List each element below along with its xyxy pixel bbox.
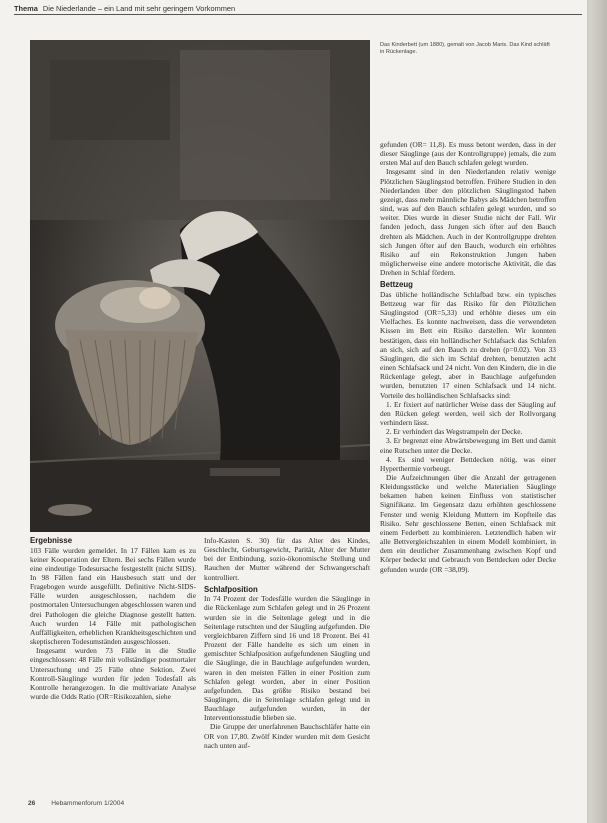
- list-item: 4. Es sind weniger Bettdecken nötig, was einer Hyperthermie vorbeugt.: [380, 454, 556, 473]
- publication-name: Hebammenforum 1/2004: [51, 800, 125, 807]
- heading-schlafposition: Schlafposition: [204, 584, 258, 594]
- heading-ergebnisse: Ergebnisse: [30, 536, 73, 545]
- paragraph: Insgesamt wurden 73 Fälle in die Studie eingeschlossen: 48 Fälle mit vollständiger postmortaler Untersuchung und 25 Fälle ohne Sektion. Zwei Kontroll-Säuglinge wurden für jeden Todesfall als Kontrolle herangezogen. In die multivariate Analyse wurde die Odds Ratio (OR=Risikozahlen, siehe: [30, 646, 196, 701]
- paragraph: 103 Fälle wurden gemeldet. In 17 Fällen kam es zu keiner Kooperation der Eltern. Bei sechs Fällen wurde eine eindeutige Todesursache festgestellt (nicht SIDS). In 98 Fällen fand ein Hausbesuch statt und der Fragebogen wurde ausgefüllt. Definitive Nicht-SIDS-Fälle wurden ausgeschlossen, nachdem die postmortalen Untersuchungen abgeschlossen waren und drei Pathologen die gleiche Diagnose gestellt hatten. Auch wurden 14 Fälle mit pathologischen Auffälligkeiten, erheblichen Krankheitsgeschichten und skeptischeren Todesumständen ausgeschlossen.: [30, 545, 196, 647]
- page-gutter-line: [587, 0, 589, 823]
- page-footer: [28, 800, 124, 807]
- list-item: 3. Er begrenzt eine Abwärtsbewegung im Bett und damit eine Rutschen unter die Decke.: [380, 436, 556, 455]
- header-title: Die Niederlande – ein Land mit sehr geringem Vorkommen: [42, 4, 236, 13]
- paragraph: gefunden (OR= 11,8). Es muss betont werden, dass in der dieser Säuglinge (aus der Kontrollgruppe) jemals, die zum ersten Mal auf den Bauch schlafen gelegt wurden.: [380, 140, 556, 168]
- heading-bettzeug: Bettzeug: [380, 280, 413, 290]
- list-item: 1. Er fixiert auf natürlicher Weise dass der Säugling auf den Rücken gelegt werden, weil sich der Rollvorgang verhindern lässt.: [380, 399, 556, 428]
- paragraph: In 74 Prozent der Todesfälle wurden die Säuglinge in die Rückenlage zum Schlafen gelegt und in 26 Prozent wurden sie in die Seitenlage gelegt und in die Seitenlage rutschten und der Säugling aufgefunden. Die vergleichbaren Ziffern sind 16 und 18 Prozent. Bei 41 Prozent der Fälle handelte es sich um einen in gemischter Schlafposition aufgefundenen Säugling und die Säuglinge, die in Bauchlage aufgefunden wurden, waren in den meisten Fällen in einer Position zum Schlafen gelegt worden, aber in einer Position aufgefunden. Das größte Risiko bestand bei Säuglingen, die in Seitenlage schlafen gelegt und in Bauchlage aufgefunden wurden, in der Interventionsstudie blieben sie.: [204, 594, 370, 723]
- running-header: [14, 4, 574, 13]
- painting-image: [30, 40, 370, 532]
- section-label: Thema: [14, 4, 38, 13]
- page-number: 26: [28, 800, 36, 807]
- adjacent-page-edge: [589, 0, 607, 823]
- painting-illustration: [30, 40, 370, 532]
- paragraph: Insgesamt sind in den Niederlanden relativ wenige Plötzlichen Säuglingstod betroffen. Frühere Studien in den Niederlanden über den plötzlichen Säuglingstod haben gezeigt, dass mehr männliche Babys als Mädchen betroffen sind, was auf den Bauch schlafen gelegt wurden, und so weiter. Dies wurde in dieser Studie nicht der Fall. Wir fanden jedoch, dass Jungen sich öfter auf den Bauch drehten als Mädchen. Auch in der Kontrollgruppe drehten sich Jungen öfter auf den Bauch, wodurch ein erhöhtes Risiko auf ein Rekonstruktion Jungen haben möglicherweise eine andere motorische Aktivität, die das Drehen in Schlaf fördern.: [380, 167, 556, 278]
- list-item: 2. Er verhindert das Wegstrampeln der Decke.: [386, 427, 523, 437]
- paragraph: Die Aufzeichnungen über die Anzahl der getragenen Kleidungsstücke und welche Materialien Säuglinge bekamen haben keinen Einfluss von statistischer Signifikanz. Im Gegensatz dazu erhöhten geschlossene Fenster und wenig Kleidung Muttern im Kopfteile das Risiko. Sehr geschlossene Betten, einen Schlafsack mit einem Federbett zu kombinieren. Letztendlich haben wir alle Bettvergleichszahlen in einem Modell kombiniert, in dem ein deutlicher Zusammenhang zwischen Kopf und Körper bedeckt und Gebrauch von Bettdecken oder Decke gefunden wurde (OR =38,09).: [380, 472, 556, 574]
- text-column-2: [204, 536, 370, 800]
- text-column-3: [380, 140, 556, 806]
- paragraph: Info-Kasten S. 30) für das Alter des Kindes, Geschlecht, Geburtsgewicht, Parität, Alter der Mutter bei der Entbindung, sozio-ökonomische Stellung und Rauchen der Mutter während der Schwangerschaft kontrolliert.: [204, 536, 370, 582]
- paragraph: Das übliche holländische Schlafbad bzw. ein typisches Bettzeug war für das Risiko für den Plötzlichen Säuglingstod (OR=5,33) und erhöhte dieses um ein Vielfaches. Es konnte nachweisen, dass die verwendeten Kissen im Bett ein Risiko darstellen. Wir konnten bestätigen, dass ein holländischer Schlafsack das Schlafen an sich, sich auf den Bauch zu drehen (p=0.02). Von 33 Säuglingen, die sich im Schlaf drehten, benutzten acht einen Schlafsack und 24 nicht. Von den Kindern, die in die Rückenlage gelegt, aber in Bauchlage aufgefunden wurden, benutzten 17 einen Schlafsack und 14 nicht. Vorteile des holländischen Schlafsacks sind:: [380, 289, 556, 400]
- text-column-1: [30, 536, 196, 800]
- header-rule: [14, 14, 582, 15]
- paragraph: Die Gruppe der unerfahrenen Bauchschläfer hatte ein OR von 17,80. Zwölf Kinder wurden mit dem Gesicht nach unten auf-: [204, 722, 370, 750]
- image-caption: Das Kinderbett (um 1880), gemalt von Jacob Maris. Das Kind schläft in Rückenlage.: [380, 42, 550, 56]
